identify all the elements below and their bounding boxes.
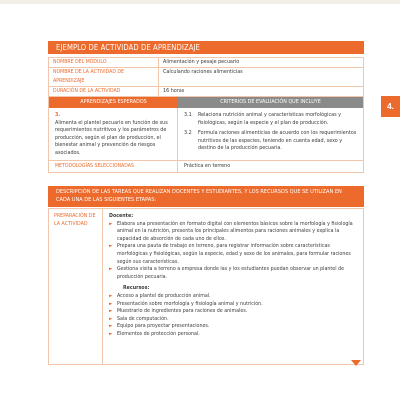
- list-item: [109, 221, 357, 244]
- docente-item: Elabora una presentación en formato digital con elementos básicos sobre la morfología y fisiología animal en la nutrición, presenta los principales alimentos para raciones animales y explica la capacidad de absorción de cada uno de ellos.: [117, 220, 353, 242]
- actividad-label: NOMBRE DE LA ACTIVIDAD DE APRENDIZAJE: [49, 68, 159, 86]
- activity-info-table: [48, 57, 364, 173]
- metodologias-value: Práctica en terreno: [184, 162, 231, 169]
- recurso-item: Elementos de protección personal.: [117, 330, 200, 337]
- bullet-arrow-icon: ►: [109, 323, 113, 330]
- list-item: [109, 308, 357, 316]
- modulo-value: Alimentación y pesaje pecuario: [163, 59, 240, 65]
- criterio-number: 3.1: [184, 112, 192, 118]
- bullet-arrow-icon: ►: [109, 315, 113, 322]
- aprendizaje-text: Alimenta el plantel pecuario en función de sus requerimientos nutritivos y los parámetros de producción, según el plan de producción, el bienestar animal y prevención de riesgos asociados.: [55, 119, 168, 156]
- list-item: [109, 293, 357, 301]
- top-strip: [0, 0, 400, 4]
- list-item: [109, 323, 357, 331]
- descripcion-header: DESCRIPCIÓN DE LAS TAREAS QUE REALIZAN DOCENTES Y ESTUDIANTES, Y LOS RECURSOS QUE SE UTILIZAN EN CADA UNA DE LAS SIGUIENTES ETAPAS:: [48, 186, 364, 207]
- aprendizaje-number: 3.: [55, 112, 61, 118]
- preparacion-label: PREPARACIÓN DE LA ACTIVIDAD: [49, 209, 103, 364]
- docente-heading: Docente:: [109, 213, 134, 219]
- list-item: [109, 331, 357, 339]
- criterios-header: CRITERIOS DE EVALUACIÓN QUE INCLUYE: [178, 97, 363, 108]
- bullet-arrow-icon: ►: [109, 220, 113, 227]
- bullet-arrow-icon: ►: [109, 292, 113, 299]
- modulo-label: NOMBRE DEL MÓDULO: [49, 58, 159, 67]
- list-item: [184, 130, 359, 153]
- list-item: [184, 112, 359, 127]
- bullet-arrow-icon: ►: [109, 300, 113, 307]
- recursos-heading: Recursos:: [123, 285, 150, 292]
- chapter-tab: 4.: [381, 96, 400, 117]
- docente-item: Prepara una pauta de trabajo en terreno, para registrar información sobre características morfológicas y fisiológicas, según la especie, edad y sexo de los animales, para formular raciones según sus características.: [117, 243, 351, 265]
- table-row: [49, 108, 363, 161]
- preparacion-section: [48, 208, 364, 365]
- duracion-label: DURACIÓN DE LA ACTIVIDAD: [49, 87, 159, 96]
- aprendizajes-header: APRENDIZAJES ESPERADOS: [49, 97, 178, 108]
- bullet-arrow-icon: ►: [109, 308, 113, 315]
- recurso-item: Sala de computación.: [117, 315, 169, 322]
- metodologias-label: METODOLOGÍAS SELECCIONADAS: [49, 161, 178, 172]
- docente-item: Gestiona visita a terreno a empresa donde las y los estudiantes puedan observar un plantel de producción pecuaria.: [117, 266, 345, 280]
- list-item: [109, 301, 357, 309]
- duracion-value: 16 horas: [163, 88, 185, 94]
- recurso-item: Presentación sobre morfología y fisiología animal y nutrición.: [117, 300, 263, 307]
- criterios-cell: [178, 108, 363, 160]
- criterio-text: Formula raciones alimenticias de acuerdo con los requerimientos nutritivos de las especies, teniendo en cuenta edad, sexo y destino de la producción pecuaria.: [198, 130, 357, 152]
- continue-arrow-icon: [351, 360, 361, 366]
- table-row: [49, 68, 363, 87]
- list-item: [109, 266, 357, 281]
- list-item: [109, 316, 357, 324]
- preparacion-body: [103, 209, 363, 364]
- table-subheader: [49, 97, 363, 108]
- actividad-value: Calculando raciones alimenticias: [163, 69, 243, 75]
- page-title: EJEMPLO DE ACTIVIDAD DE APRENDIZAJE: [48, 41, 364, 54]
- table-row: [49, 161, 363, 172]
- criterio-text: Relaciona nutrición animal y características morfológicas y fisiológicas, según la especie y el plan de producción.: [198, 112, 342, 126]
- bullet-arrow-icon: ►: [109, 330, 113, 337]
- recurso-item: Muestrario de ingredientes para raciones de animales.: [117, 308, 248, 315]
- table-row: [49, 87, 363, 97]
- bullet-arrow-icon: ►: [109, 266, 113, 273]
- aprendizaje-cell: [49, 108, 178, 160]
- list-item: [109, 243, 357, 266]
- recurso-item: Acceso a plantel de producción animal.: [117, 292, 211, 299]
- table-row: [49, 58, 363, 68]
- bullet-arrow-icon: ►: [109, 243, 113, 250]
- recurso-item: Equipo para proyectar presentaciones.: [117, 323, 210, 330]
- criterio-number: 3.2: [184, 130, 192, 137]
